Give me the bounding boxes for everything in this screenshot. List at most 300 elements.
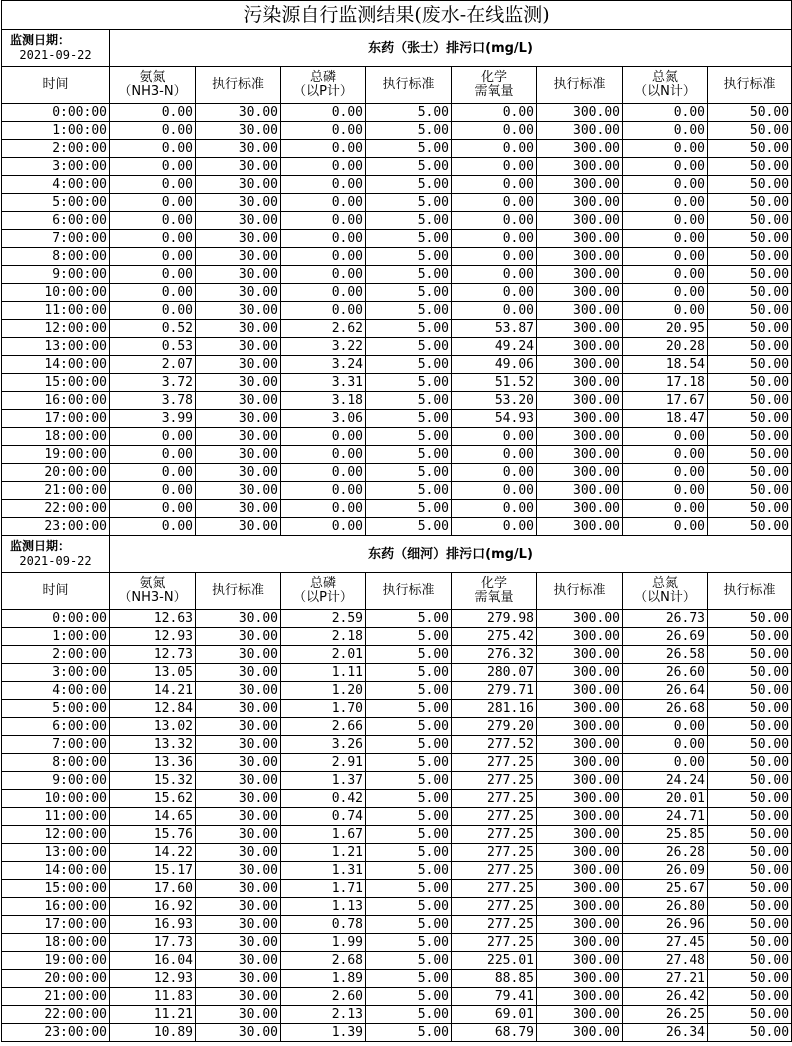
value-cell: 0.00: [452, 284, 537, 302]
value-cell: 5.00: [366, 284, 452, 302]
column-header-row: [2, 67, 792, 104]
value-cell: 2.01: [281, 646, 366, 664]
value-cell: 2.62: [281, 320, 366, 338]
value-cell: 30.00: [196, 880, 281, 898]
value-cell: 27.21: [623, 970, 708, 988]
column-header-text: 执行标准: [553, 583, 606, 599]
value-cell: 25.67: [623, 880, 708, 898]
value-cell: 0.00: [110, 464, 196, 482]
time-cell: 21:00:00: [2, 988, 110, 1006]
value-cell: 2.60: [281, 988, 366, 1006]
table-row: [2, 176, 792, 194]
value-cell: 26.96: [623, 916, 708, 934]
value-cell: 12.93: [110, 628, 196, 646]
section-header-row: [2, 536, 792, 573]
column-header: [281, 67, 366, 104]
value-cell: 26.80: [623, 898, 708, 916]
value-cell: 5.00: [366, 646, 452, 664]
value-cell: 0.00: [281, 500, 366, 518]
value-cell: 24.71: [623, 808, 708, 826]
column-header-text: 化学: [480, 70, 507, 86]
column-header: [2, 573, 110, 610]
value-cell: 5.00: [366, 790, 452, 808]
value-cell: 3.22: [281, 338, 366, 356]
table-row: [2, 970, 792, 988]
time-cell: 18:00:00: [2, 934, 110, 952]
value-cell: 0.00: [623, 302, 708, 320]
value-cell: 3.78: [110, 392, 196, 410]
table-row: [2, 428, 792, 446]
value-cell: 0.00: [452, 518, 537, 536]
value-cell: 10.89: [110, 1024, 196, 1042]
column-header-text: 总氮: [651, 70, 678, 86]
value-cell: 30.00: [196, 1024, 281, 1042]
value-cell: 300.00: [537, 140, 623, 158]
time-cell: 1:00:00: [2, 122, 110, 140]
value-cell: 26.09: [623, 862, 708, 880]
column-header-text: 化学: [480, 576, 507, 592]
value-cell: 14.22: [110, 844, 196, 862]
value-cell: 2.07: [110, 356, 196, 374]
column-header: [366, 573, 452, 610]
value-cell: 277.25: [452, 898, 537, 916]
value-cell: 5.00: [366, 988, 452, 1006]
value-cell: 30.00: [196, 446, 281, 464]
monitoring-date-label: 监测日期：: [10, 539, 71, 553]
value-cell: 50.00: [708, 176, 792, 194]
value-cell: 13.32: [110, 736, 196, 754]
value-cell: 300.00: [537, 212, 623, 230]
time-cell: 9:00:00: [2, 772, 110, 790]
value-cell: 300.00: [537, 736, 623, 754]
value-cell: 50.00: [708, 862, 792, 880]
value-cell: 25.85: [623, 826, 708, 844]
value-cell: 26.42: [623, 988, 708, 1006]
table-row: [2, 140, 792, 158]
value-cell: 5.00: [366, 194, 452, 212]
value-cell: 300.00: [537, 428, 623, 446]
monitoring-date-value: 2021-09-22: [19, 48, 92, 62]
table-row: [2, 122, 792, 140]
value-cell: 0.00: [623, 158, 708, 176]
value-cell: 300.00: [537, 1024, 623, 1042]
column-header-text: 总磷: [309, 70, 336, 86]
value-cell: 50.00: [708, 248, 792, 266]
value-cell: 276.32: [452, 646, 537, 664]
value-cell: 30.00: [196, 646, 281, 664]
value-cell: 300.00: [537, 248, 623, 266]
value-cell: 30.00: [196, 772, 281, 790]
value-cell: 5.00: [366, 880, 452, 898]
value-cell: 26.68: [623, 700, 708, 718]
monitoring-date: [2, 30, 110, 67]
value-cell: 0.00: [623, 122, 708, 140]
table-row: [2, 790, 792, 808]
value-cell: 0.00: [623, 518, 708, 536]
value-cell: 0.00: [452, 482, 537, 500]
value-cell: 50.00: [708, 916, 792, 934]
value-cell: 5.00: [366, 104, 452, 122]
value-cell: 50.00: [708, 284, 792, 302]
value-cell: 5.00: [366, 230, 452, 248]
value-cell: 5.00: [366, 610, 452, 628]
value-cell: 0.00: [452, 104, 537, 122]
value-cell: 0.00: [623, 266, 708, 284]
value-cell: 30.00: [196, 736, 281, 754]
value-cell: 5.00: [366, 158, 452, 176]
column-header-text: （NH3-N）: [118, 84, 187, 99]
value-cell: 0.00: [623, 104, 708, 122]
value-cell: 13.05: [110, 664, 196, 682]
value-cell: 17.73: [110, 934, 196, 952]
table-row: [2, 826, 792, 844]
table-row: [2, 754, 792, 772]
value-cell: 300.00: [537, 808, 623, 826]
value-cell: 0.00: [110, 446, 196, 464]
value-cell: 0.00: [281, 122, 366, 140]
value-cell: 280.07: [452, 664, 537, 682]
table-row: [2, 1024, 792, 1042]
value-cell: 0.00: [452, 266, 537, 284]
value-cell: 1.20: [281, 682, 366, 700]
time-cell: 15:00:00: [2, 374, 110, 392]
value-cell: 0.00: [623, 176, 708, 194]
value-cell: 0.00: [281, 518, 366, 536]
table-row: [2, 410, 792, 428]
value-cell: 50.00: [708, 808, 792, 826]
value-cell: 68.79: [452, 1024, 537, 1042]
value-cell: 300.00: [537, 194, 623, 212]
value-cell: 300.00: [537, 790, 623, 808]
value-cell: 0.00: [281, 140, 366, 158]
value-cell: 0.00: [110, 500, 196, 518]
value-cell: 3.26: [281, 736, 366, 754]
table-row: [2, 610, 792, 628]
value-cell: 0.00: [623, 754, 708, 772]
value-cell: 277.25: [452, 844, 537, 862]
table-row: [2, 700, 792, 718]
value-cell: 2.13: [281, 1006, 366, 1024]
value-cell: 0.00: [281, 248, 366, 266]
value-cell: 50.00: [708, 826, 792, 844]
value-cell: 5.00: [366, 338, 452, 356]
value-cell: 0.00: [110, 248, 196, 266]
value-cell: 0.42: [281, 790, 366, 808]
value-cell: 50.00: [708, 266, 792, 284]
value-cell: 30.00: [196, 158, 281, 176]
value-cell: 300.00: [537, 610, 623, 628]
value-cell: 50.00: [708, 844, 792, 862]
column-header: [708, 573, 792, 610]
value-cell: 30.00: [196, 374, 281, 392]
value-cell: 0.00: [623, 482, 708, 500]
value-cell: 0.00: [281, 158, 366, 176]
value-cell: 50.00: [708, 158, 792, 176]
value-cell: 300.00: [537, 464, 623, 482]
value-cell: 0.00: [623, 500, 708, 518]
column-header-text: 需氧量: [474, 84, 514, 99]
value-cell: 300.00: [537, 500, 623, 518]
value-cell: 30.00: [196, 410, 281, 428]
time-cell: 12:00:00: [2, 320, 110, 338]
value-cell: 300.00: [537, 628, 623, 646]
value-cell: 300.00: [537, 754, 623, 772]
value-cell: 0.00: [281, 266, 366, 284]
value-cell: 5.00: [366, 356, 452, 374]
value-cell: 300.00: [537, 952, 623, 970]
value-cell: 300.00: [537, 320, 623, 338]
table-row: [2, 1006, 792, 1024]
value-cell: 50.00: [708, 988, 792, 1006]
value-cell: 30.00: [196, 356, 281, 374]
value-cell: 5.00: [366, 518, 452, 536]
value-cell: 300.00: [537, 772, 623, 790]
value-cell: 50.00: [708, 682, 792, 700]
table-row: [2, 464, 792, 482]
value-cell: 30.00: [196, 952, 281, 970]
table-row: [2, 356, 792, 374]
value-cell: 13.02: [110, 718, 196, 736]
value-cell: 1.70: [281, 700, 366, 718]
value-cell: 3.18: [281, 392, 366, 410]
value-cell: 0.00: [623, 428, 708, 446]
value-cell: 300.00: [537, 916, 623, 934]
value-cell: 300.00: [537, 374, 623, 392]
value-cell: 0.00: [110, 176, 196, 194]
time-cell: 14:00:00: [2, 356, 110, 374]
time-cell: 10:00:00: [2, 284, 110, 302]
value-cell: 300.00: [537, 446, 623, 464]
value-cell: 2.66: [281, 718, 366, 736]
value-cell: 30.00: [196, 176, 281, 194]
value-cell: 50.00: [708, 700, 792, 718]
column-header-text: （以P计）: [293, 590, 353, 605]
time-cell: 7:00:00: [2, 736, 110, 754]
value-cell: 16.04: [110, 952, 196, 970]
value-cell: 0.00: [281, 302, 366, 320]
time-cell: 17:00:00: [2, 410, 110, 428]
time-cell: 15:00:00: [2, 880, 110, 898]
column-header-row: [2, 573, 792, 610]
value-cell: 277.52: [452, 736, 537, 754]
value-cell: 5.00: [366, 392, 452, 410]
value-cell: 88.85: [452, 970, 537, 988]
column-header-text: 执行标准: [211, 583, 264, 599]
value-cell: 50.00: [708, 610, 792, 628]
value-cell: 300.00: [537, 104, 623, 122]
value-cell: 53.87: [452, 320, 537, 338]
value-cell: 277.25: [452, 790, 537, 808]
value-cell: 50.00: [708, 212, 792, 230]
value-cell: 281.16: [452, 700, 537, 718]
time-cell: 22:00:00: [2, 1006, 110, 1024]
value-cell: 0.00: [452, 230, 537, 248]
value-cell: 27.48: [623, 952, 708, 970]
value-cell: 30.00: [196, 826, 281, 844]
value-cell: 0.00: [452, 500, 537, 518]
value-cell: 26.73: [623, 610, 708, 628]
time-cell: 3:00:00: [2, 664, 110, 682]
time-cell: 21:00:00: [2, 482, 110, 500]
table-row: [2, 302, 792, 320]
value-cell: 50.00: [708, 790, 792, 808]
value-cell: 12.63: [110, 610, 196, 628]
time-cell: 8:00:00: [2, 754, 110, 772]
outlet-name: 东药（细河）排污口(mg/L): [110, 536, 792, 573]
value-cell: 300.00: [537, 826, 623, 844]
value-cell: 16.92: [110, 898, 196, 916]
column-header-text: 总磷: [309, 576, 336, 592]
value-cell: 0.00: [110, 482, 196, 500]
value-cell: 300.00: [537, 934, 623, 952]
value-cell: 0.00: [452, 176, 537, 194]
value-cell: 0.00: [110, 122, 196, 140]
time-cell: 17:00:00: [2, 916, 110, 934]
value-cell: 5.00: [366, 1024, 452, 1042]
column-header: [708, 67, 792, 104]
value-cell: 300.00: [537, 338, 623, 356]
value-cell: 11.21: [110, 1006, 196, 1024]
value-cell: 0.00: [281, 230, 366, 248]
value-cell: 1.71: [281, 880, 366, 898]
value-cell: 26.25: [623, 1006, 708, 1024]
value-cell: 30.00: [196, 464, 281, 482]
value-cell: 0.52: [110, 320, 196, 338]
value-cell: 300.00: [537, 700, 623, 718]
column-header-text: 总氮: [651, 576, 678, 592]
value-cell: 275.42: [452, 628, 537, 646]
value-cell: 50.00: [708, 772, 792, 790]
value-cell: 50.00: [708, 518, 792, 536]
value-cell: 50.00: [708, 1006, 792, 1024]
value-cell: 30.00: [196, 518, 281, 536]
value-cell: 1.21: [281, 844, 366, 862]
table-row: [2, 952, 792, 970]
value-cell: 5.00: [366, 664, 452, 682]
time-cell: 16:00:00: [2, 392, 110, 410]
value-cell: 30.00: [196, 500, 281, 518]
value-cell: 30.00: [196, 664, 281, 682]
value-cell: 30.00: [196, 248, 281, 266]
value-cell: 27.45: [623, 934, 708, 952]
table-row: [2, 194, 792, 212]
table-row: [2, 772, 792, 790]
value-cell: 30.00: [196, 338, 281, 356]
outlet-name: 东药（张士）排污口(mg/L): [110, 30, 792, 67]
value-cell: 0.00: [623, 140, 708, 158]
value-cell: 30.00: [196, 122, 281, 140]
value-cell: 1.11: [281, 664, 366, 682]
column-header-text: 需氧量: [474, 590, 514, 605]
value-cell: 300.00: [537, 988, 623, 1006]
value-cell: 277.25: [452, 934, 537, 952]
time-cell: 10:00:00: [2, 790, 110, 808]
column-header-text: 氨氮: [139, 576, 166, 592]
column-header-text: 执行标准: [211, 77, 264, 93]
value-cell: 50.00: [708, 880, 792, 898]
column-header-text: （以N计）: [634, 84, 696, 99]
value-cell: 5.00: [366, 248, 452, 266]
value-cell: 5.00: [366, 500, 452, 518]
value-cell: 26.34: [623, 1024, 708, 1042]
value-cell: 0.00: [110, 158, 196, 176]
value-cell: 50.00: [708, 446, 792, 464]
value-cell: 0.00: [623, 736, 708, 754]
value-cell: 50.00: [708, 356, 792, 374]
value-cell: 50.00: [708, 952, 792, 970]
value-cell: 5.00: [366, 212, 452, 230]
column-header: [196, 573, 281, 610]
value-cell: 0.00: [110, 428, 196, 446]
value-cell: 20.95: [623, 320, 708, 338]
value-cell: 50.00: [708, 428, 792, 446]
value-cell: 24.24: [623, 772, 708, 790]
value-cell: 5.00: [366, 464, 452, 482]
value-cell: 30.00: [196, 230, 281, 248]
value-cell: 30.00: [196, 140, 281, 158]
value-cell: 0.00: [623, 212, 708, 230]
value-cell: 300.00: [537, 682, 623, 700]
value-cell: 0.00: [110, 140, 196, 158]
value-cell: 30.00: [196, 700, 281, 718]
value-cell: 5.00: [366, 934, 452, 952]
value-cell: 16.93: [110, 916, 196, 934]
value-cell: 277.25: [452, 916, 537, 934]
table-row: [2, 248, 792, 266]
value-cell: 5.00: [366, 482, 452, 500]
value-cell: 277.25: [452, 880, 537, 898]
time-cell: 13:00:00: [2, 338, 110, 356]
value-cell: 0.00: [623, 718, 708, 736]
value-cell: 300.00: [537, 844, 623, 862]
value-cell: 300.00: [537, 122, 623, 140]
value-cell: 14.65: [110, 808, 196, 826]
column-header: [281, 573, 366, 610]
value-cell: 0.00: [281, 104, 366, 122]
table-row: [2, 104, 792, 122]
value-cell: 12.84: [110, 700, 196, 718]
value-cell: 5.00: [366, 916, 452, 934]
time-cell: 20:00:00: [2, 464, 110, 482]
time-cell: 9:00:00: [2, 266, 110, 284]
column-header-text: 执行标准: [553, 77, 606, 93]
value-cell: 50.00: [708, 754, 792, 772]
value-cell: 5.00: [366, 808, 452, 826]
value-cell: 15.76: [110, 826, 196, 844]
value-cell: 50.00: [708, 194, 792, 212]
column-header: [110, 67, 196, 104]
column-header-text: 氨氮: [139, 70, 166, 86]
value-cell: 300.00: [537, 862, 623, 880]
value-cell: 17.60: [110, 880, 196, 898]
table-row: [2, 518, 792, 536]
table-row: [2, 682, 792, 700]
value-cell: 5.00: [366, 952, 452, 970]
value-cell: 50.00: [708, 664, 792, 682]
value-cell: 0.00: [452, 158, 537, 176]
value-cell: 54.93: [452, 410, 537, 428]
value-cell: 12.93: [110, 970, 196, 988]
section-header-row: [2, 30, 792, 67]
value-cell: 300.00: [537, 482, 623, 500]
column-header-text: （以N计）: [634, 590, 696, 605]
table-row: [2, 158, 792, 176]
value-cell: 5.00: [366, 266, 452, 284]
value-cell: 0.00: [452, 140, 537, 158]
column-header-text: 执行标准: [382, 583, 435, 599]
value-cell: 1.31: [281, 862, 366, 880]
value-cell: 26.60: [623, 664, 708, 682]
